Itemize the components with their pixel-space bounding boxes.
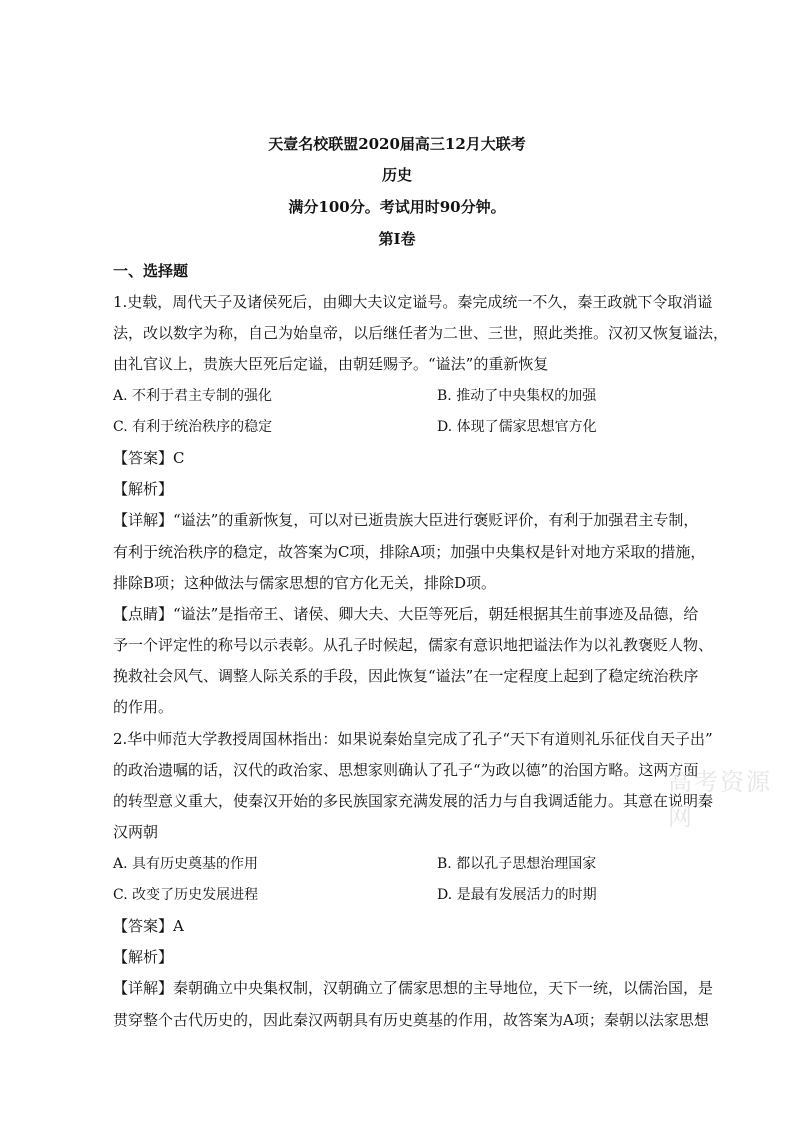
question-text-line: 汉两朝: [113, 823, 159, 841]
answer-line: 【答案】C: [113, 449, 185, 467]
volume-title: 第Ⅰ卷: [378, 230, 416, 248]
question-text-line: 2.华中师范大学教授周国林指出：如果说秦始皇完成了孔子“天下有道则礼乐征伐自天子出”: [113, 730, 713, 748]
subject-title: 历史: [381, 166, 412, 184]
option-d: D. 是最有发展活力的时期: [437, 887, 597, 903]
option-d: D. 体现了儒家思想官方化: [437, 419, 597, 435]
note-line: 挽救社会风气、调整人际关系的手段，因此恢复“谥法”在一定程度上起到了稳定统治秩序: [113, 667, 699, 685]
detail-line: 排除B项；这种做法与儒家思想的官方化无关，排除D项。: [113, 574, 497, 592]
question-text-line: 1.史载，周代天子及诸侯死后，由卿大夫议定谥号。秦完成统一不久，秦王政就下令取消谥: [113, 293, 713, 311]
detail-line: 【详解】“谥法”的重新恢复，可以对已逝贵族大臣进行褒贬评价，有利于加强君主专制，: [113, 511, 699, 529]
analysis-heading: 【解析】: [113, 948, 174, 966]
analysis-heading: 【解析】: [113, 480, 174, 498]
option-c: C. 有利于统治秩序的稳定: [113, 419, 273, 435]
watermark: 高考资源网: [668, 768, 772, 831]
option-c: C. 改变了历史发展进程: [113, 887, 259, 903]
question-text-line: 由礼官议上，贵族大臣死后定谥，由朝廷赐予。“谥法”的重新恢复: [113, 355, 549, 373]
option-a: A. 不利于君主专制的强化: [113, 388, 273, 404]
option-a: A. 具有历史奠基的作用: [113, 856, 259, 872]
exam-meta: 满分100分。考试用时90分钟。: [288, 198, 506, 216]
detail-line: 【详解】秦朝确立中央集权制，汉朝确立了儒家思想的主导地位，天下一统，以儒治国，是: [113, 979, 714, 997]
detail-line: 有利于统治秩序的稳定，故答案为C项，排除A项；加强中央集权是针对地方采取的措施，: [113, 543, 706, 561]
answer-line: 【答案】A: [113, 917, 184, 935]
detail-line: 贯穿整个古代历史的，因此秦汉两朝具有历史奠基的作用，故答案为A项；秦朝以法家思想: [113, 1011, 709, 1029]
note-line: 【点睛】“谥法”是指帝王、诸侯、卿大夫、大臣等死后，朝廷根据其生前事迹及品德，给: [113, 605, 699, 623]
note-line: 予一个评定性的称号以示表彰。从孔子时候起，儒家有意识地把谥法作为以礼教褒贬人物、: [113, 636, 714, 654]
section-heading: 一、选择题: [113, 262, 189, 280]
question-text-line: 的政治遗嘱的话，汉代的政治家、思想家则确认了孔子“为政以德”的治国方略。这两方面: [113, 761, 699, 779]
exam-title: 天壹名校联盟2020届高三12月大联考: [268, 135, 526, 153]
question-text-line: 法，改以数字为称，自己为始皇帝，以后继任者为二世、三世，照此类推。汉初又恢复谥法，: [113, 324, 729, 342]
option-b: B. 都以孔子思想治理国家: [437, 856, 597, 872]
question-text-line: 的转型意义重大，使秦汉开始的多民族国家充满发展的活力与自我调适能力。其意在说明秦: [113, 792, 714, 810]
note-line: 的作用。: [113, 698, 174, 716]
option-b: B. 推动了中央集权的加强: [437, 388, 597, 404]
